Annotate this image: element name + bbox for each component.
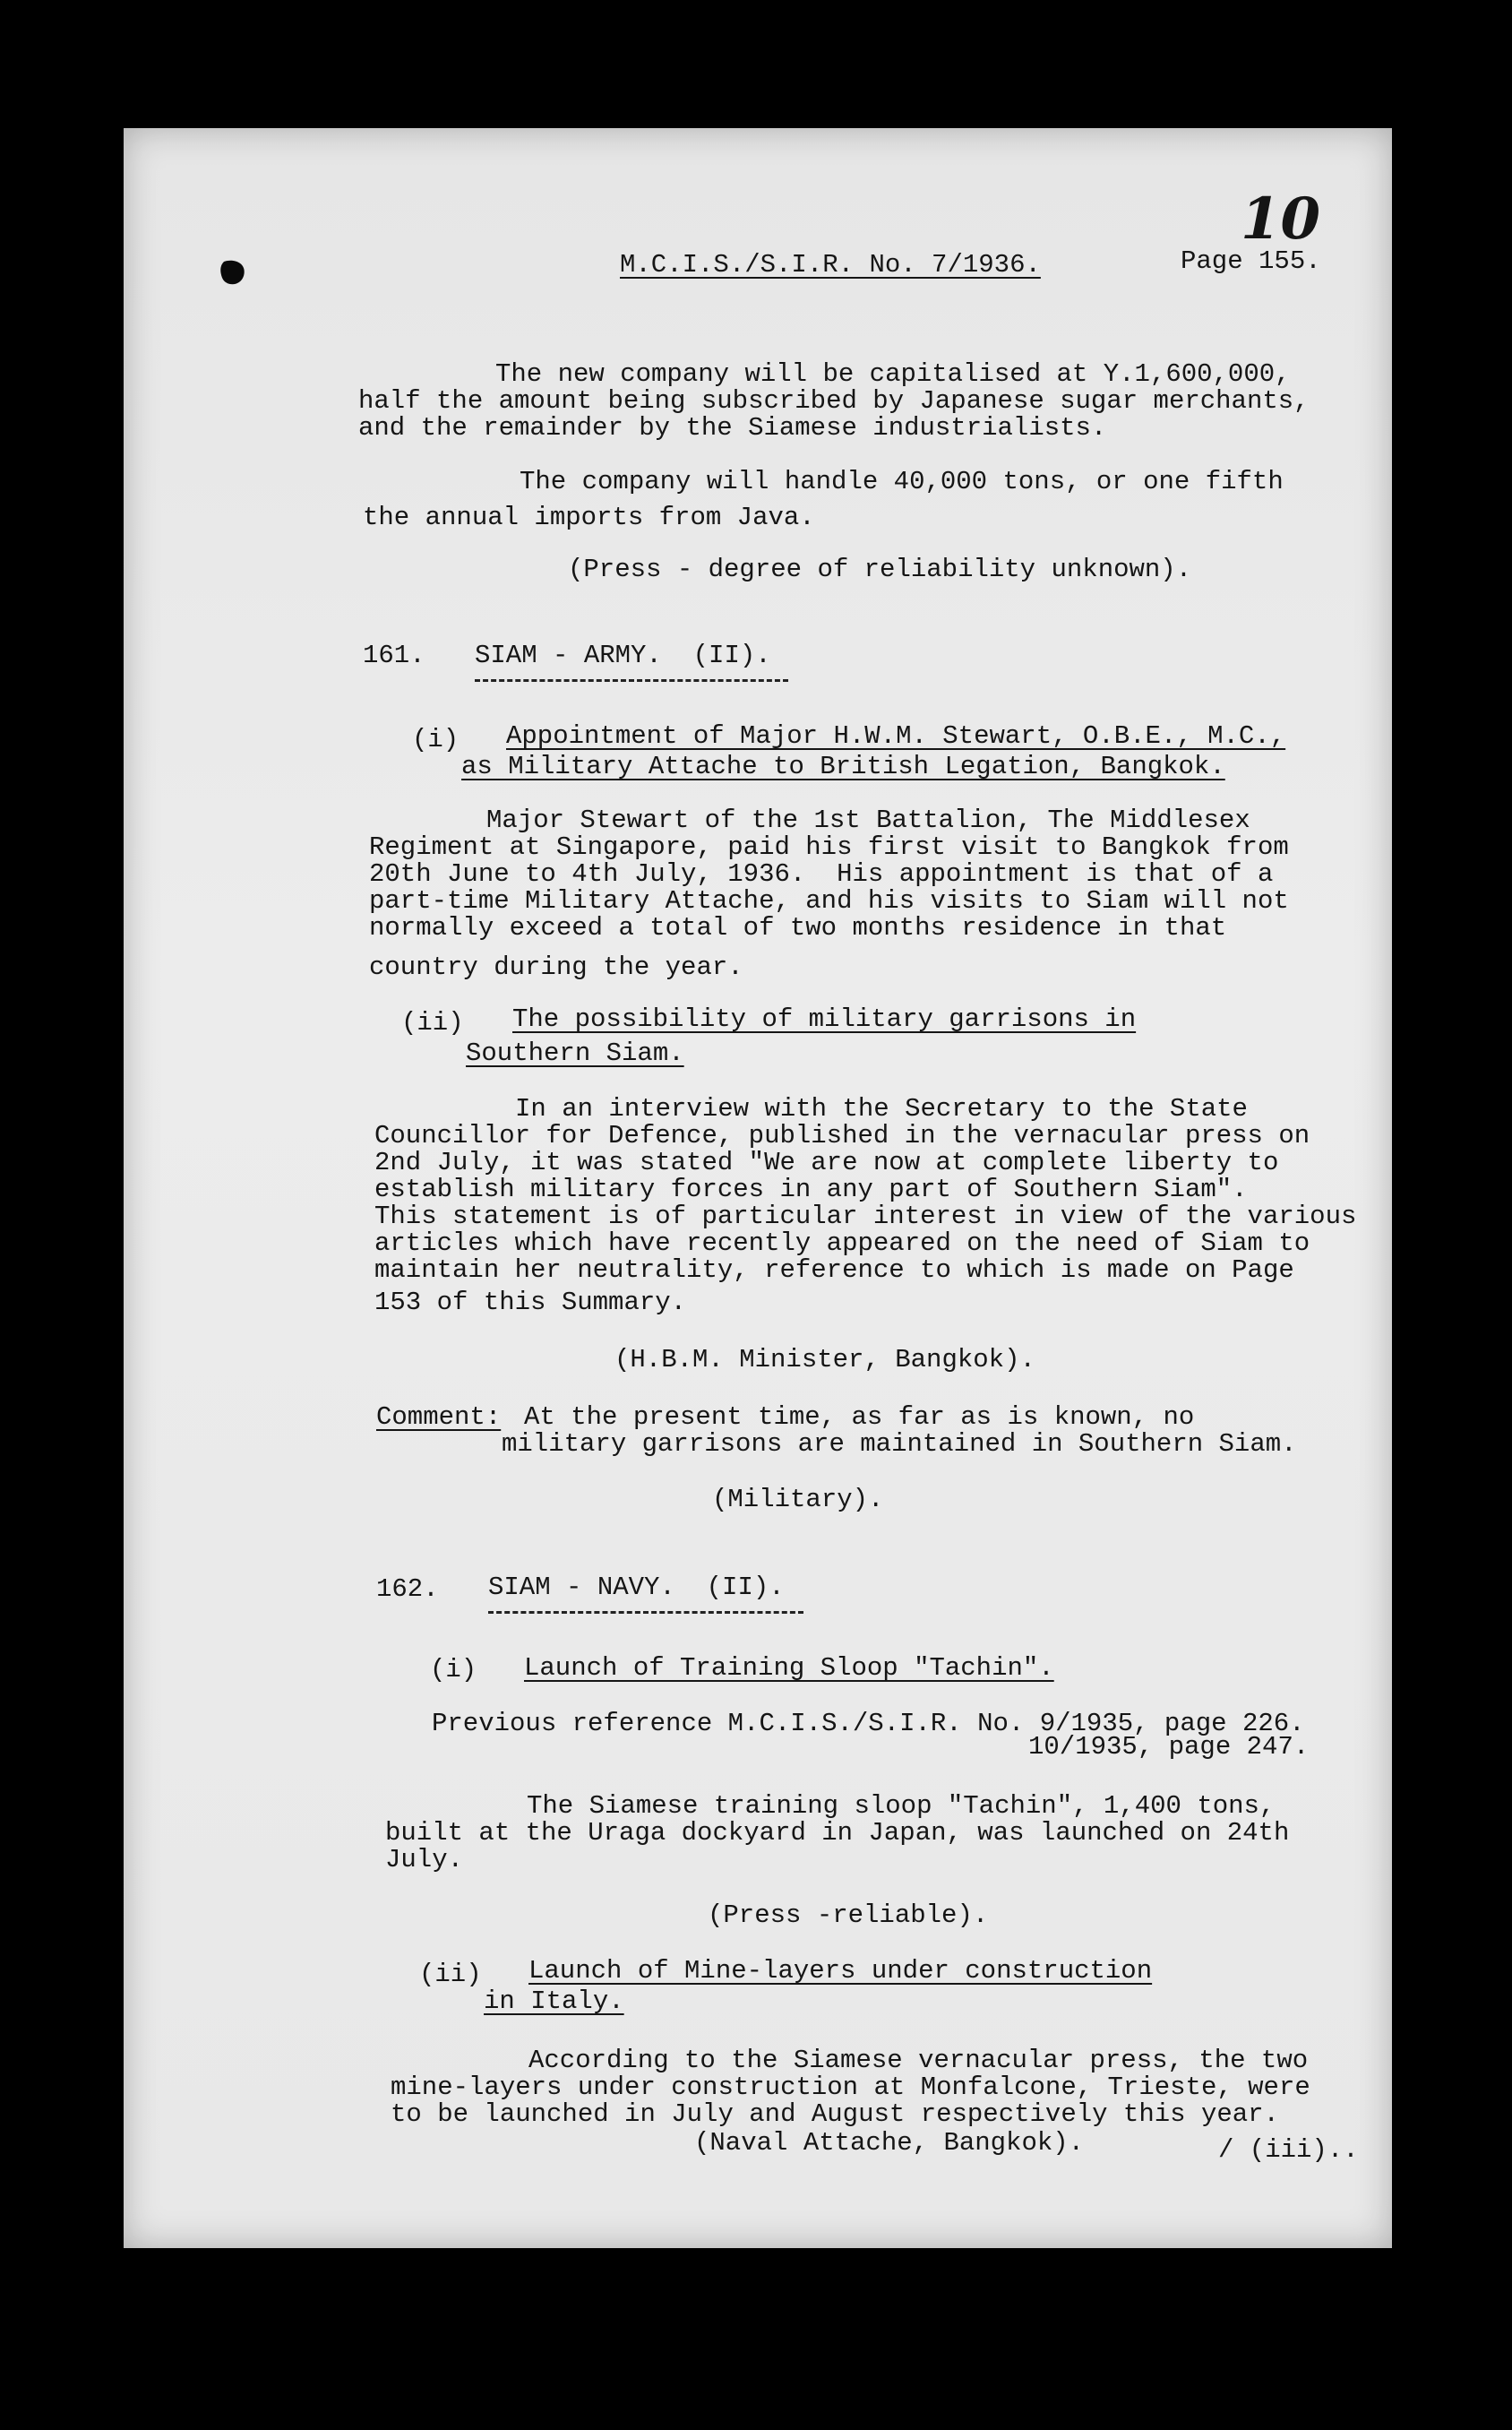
s161-ii-body-line8: 153 of this Summary. <box>374 1288 687 1317</box>
intro-p1-line3: and the remainder by the Siamese industrialists. <box>358 413 1107 443</box>
s161-i-body-line1: Major Stewart of the 1st Battalion, The Middlesex <box>486 806 1250 835</box>
s161-i-body-line5: normally exceed a total of two months residence in that <box>369 913 1227 943</box>
intro-p1-line2: half the amount being subscribed by Japanese sugar merchants, <box>358 386 1310 416</box>
s161-i-body-line6: country during the year. <box>369 952 743 982</box>
intro-source: (Press - degree of reliability unknown). <box>568 555 1192 584</box>
continuation-marker: / (iii).. <box>1218 2135 1359 2165</box>
s161-i-body-line2: Regiment at Singapore, paid his first visit to Bangkok from <box>369 832 1289 862</box>
section-161-heading: SIAM - ARMY. (II). <box>475 641 771 670</box>
s161-ii-title-line1: The possibility of military garrisons in <box>512 1004 1137 1034</box>
punch-hole-mark <box>219 258 249 289</box>
s162-ii-body-line3: to be launched in July and August respectively this year. <box>391 2099 1279 2129</box>
s161-ii-body-line2: Councillor for Defence, published in the vernacular press on <box>374 1121 1310 1150</box>
s161-ii-body-line3: 2nd July, it was stated "We are now at complete liberty to <box>374 1148 1279 1177</box>
s161-ii-title-line2: Southern Siam. <box>466 1038 684 1068</box>
s161-ii-source: (H.B.M. Minister, Bangkok). <box>614 1345 1035 1374</box>
intro-p2-line2: the annual imports from Java. <box>363 503 815 532</box>
s161-ii-body-line7: maintain her neutrality, reference to which is made on Page <box>374 1255 1294 1285</box>
s161-comment-source: (Military). <box>712 1485 884 1514</box>
s161-i-title-line2: as Military Attache to British Legation, Bangkok. <box>461 752 1225 781</box>
section-161-heading-rule <box>475 679 788 682</box>
section-162-heading: SIAM - NAVY. (II). <box>488 1573 785 1602</box>
s161-ii-body-line1: In an interview with the Secretary to the State <box>515 1094 1248 1124</box>
s162-i-ref-line1: Previous reference M.C.I.S./S.I.R. No. 9/1935, page 226. <box>432 1709 1305 1738</box>
s161-comment-line1: At the present time, as far as is known, no <box>524 1402 1195 1432</box>
header-reference: M.C.I.S./S.I.R. No. 7/1936. <box>620 250 1041 280</box>
s161-ii-body-line6: articles which have recently appeared on the need of Siam to <box>374 1228 1310 1258</box>
s162-i-body-line1: The Siamese training sloop "Tachin", 1,400 tons, <box>527 1791 1276 1821</box>
handwritten-folio-number: 10 <box>1241 185 1321 253</box>
intro-p1-line1: The new company will be capitalised at Y.1,600,000, <box>495 359 1291 389</box>
s162-ii-source: (Naval Attache, Bangkok). <box>694 2128 1085 2158</box>
s161-comment-label: Comment: <box>376 1402 502 1432</box>
s161-i-label: (i) <box>412 725 460 754</box>
s162-i-body-line2: built at the Uraga dockyard in Japan, was launched on 24th <box>385 1818 1290 1848</box>
s161-comment-line2: military garrisons are maintained in Southern Siam. <box>502 1429 1297 1459</box>
intro-p2-line1: The company will handle 40,000 tons, or one fifth <box>520 467 1284 496</box>
s162-ii-title-line1: Launch of Mine-layers under construction <box>528 1956 1153 1986</box>
s162-ii-title-line2: in Italy. <box>484 1986 624 2016</box>
s162-ii-body-line1: According to the Siamese vernacular press, the two <box>528 2046 1309 2075</box>
s162-ii-body-line2: mine-layers under construction at Monfalcone, Trieste, were <box>391 2072 1310 2102</box>
s161-ii-label: (ii) <box>401 1008 464 1038</box>
s162-i-title: Launch of Training Sloop "Tachin". <box>524 1653 1054 1683</box>
s161-ii-body-line4: establish military forces in any part of Southern Siam". <box>374 1175 1248 1204</box>
section-161-number: 161. <box>363 641 425 670</box>
s161-ii-body-line5: This statement is of particular interest in view of the various <box>374 1202 1357 1231</box>
section-162-heading-rule <box>488 1611 803 1614</box>
section-162-number: 162. <box>376 1574 439 1604</box>
s162-i-ref-line2: 10/1935, page 247. <box>1028 1732 1310 1762</box>
s162-i-source: (Press -reliable). <box>708 1900 989 1930</box>
s162-ii-label: (ii) <box>419 1960 482 1989</box>
s161-i-body-line4: part-time Military Attache, and his visits to Siam will not <box>369 886 1289 916</box>
s161-i-title-line1: Appointment of Major H.W.M. Stewart, O.B.E., M.C., <box>506 721 1286 751</box>
s162-i-body-line3: July. <box>385 1845 464 1874</box>
s162-i-label: (i) <box>430 1655 477 1685</box>
header-page-number: Page 155. <box>1181 246 1321 276</box>
s161-i-body-line3: 20th June to 4th July, 1936. His appointment is that of a <box>369 859 1274 889</box>
